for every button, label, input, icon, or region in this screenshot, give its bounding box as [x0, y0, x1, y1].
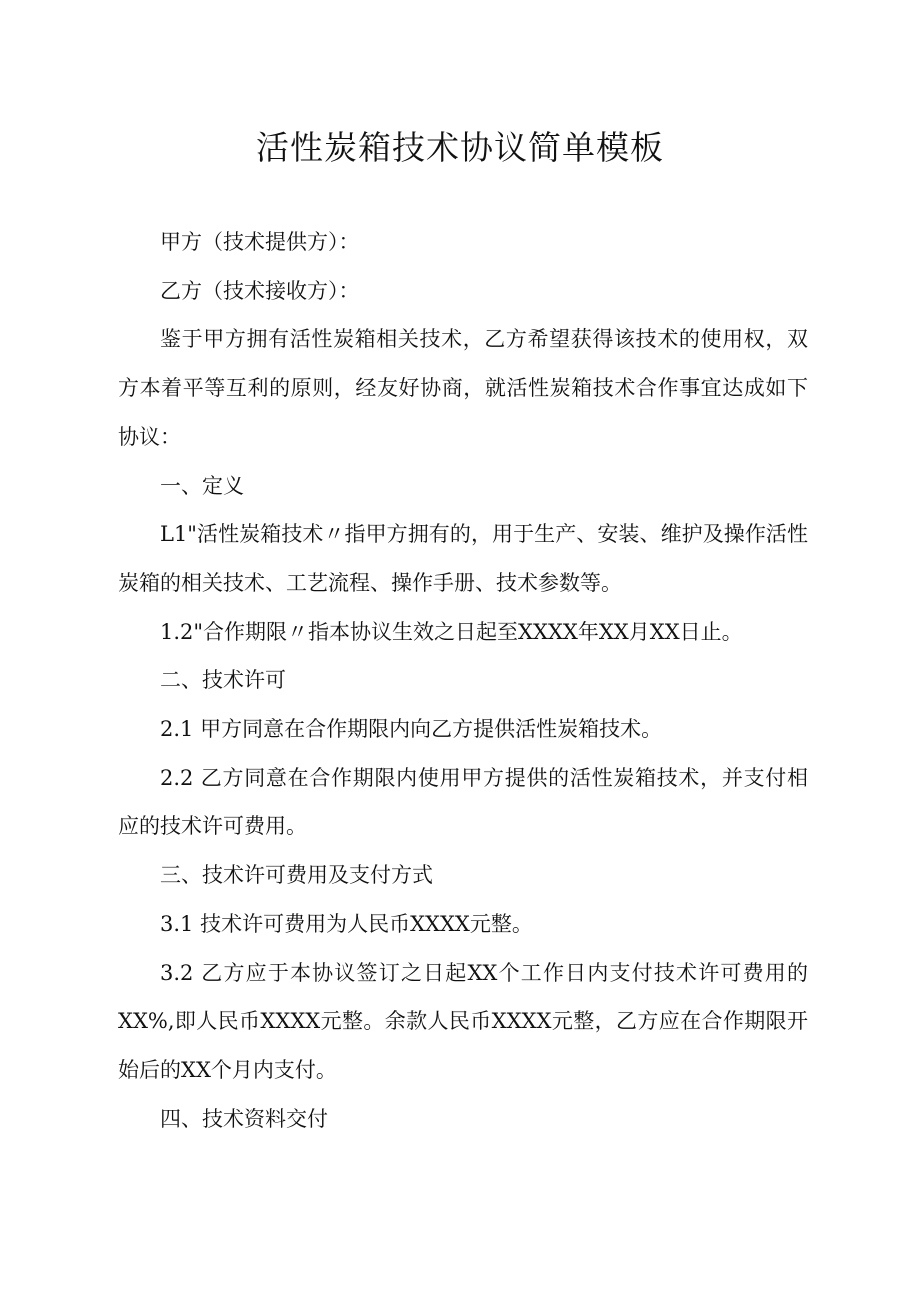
clause-2-1: 2.1 甲方同意在合作期限内向乙方提供活性炭箱技术。	[160, 717, 663, 742]
party-b-line: 乙方（技术接收方）：	[160, 278, 360, 303]
clause-2-2: 2.2 乙方同意在合作期限内使用甲方提供的活性炭箱技术，并支付相应的技术许可费用。	[118, 765, 808, 839]
clause-3-2: 3.2 乙方应于本协议签订之日起XX个工作日内支付技术许可费用的XX%,即人民币XXXX元整。余款人民币XXXX元整，乙方应在合作期限开始后的XX个月内支付。	[118, 960, 808, 1082]
section-heading-license: 二、技术许可	[160, 668, 286, 693]
section-heading-deliverables: 四、技术资料交付	[160, 1106, 328, 1131]
section-heading-definitions: 一、定义	[160, 473, 244, 498]
document-body	[118, 218, 808, 1143]
section-heading-fees: 三、技术许可费用及支付方式	[160, 863, 433, 888]
clause-1-2: 1.2"合作期限〃指本协议生效之日起至XXXX年XX月XX日止。	[160, 619, 743, 644]
clause-1-1: L1"活性炭箱技术〃指甲方拥有的，用于生产、安装、维护及操作活性炭箱的相关技术、工艺流程、操作手册、技术参数等。	[118, 522, 808, 595]
clause-3-1: 3.1 技术许可费用为人民币XXXX元整。	[160, 911, 533, 936]
party-a-line: 甲方（技术提供方）：	[160, 230, 360, 254]
document-title: 活性炭箱技术协议简单模板	[256, 128, 664, 167]
preamble-paragraph: 鉴于甲方拥有活性炭箱相关技术，乙方希望获得该技术的使用权，双方本着平等互利的原则，经友好协商，就活性炭箱技术合作事宜达成如下协议：	[118, 327, 808, 449]
